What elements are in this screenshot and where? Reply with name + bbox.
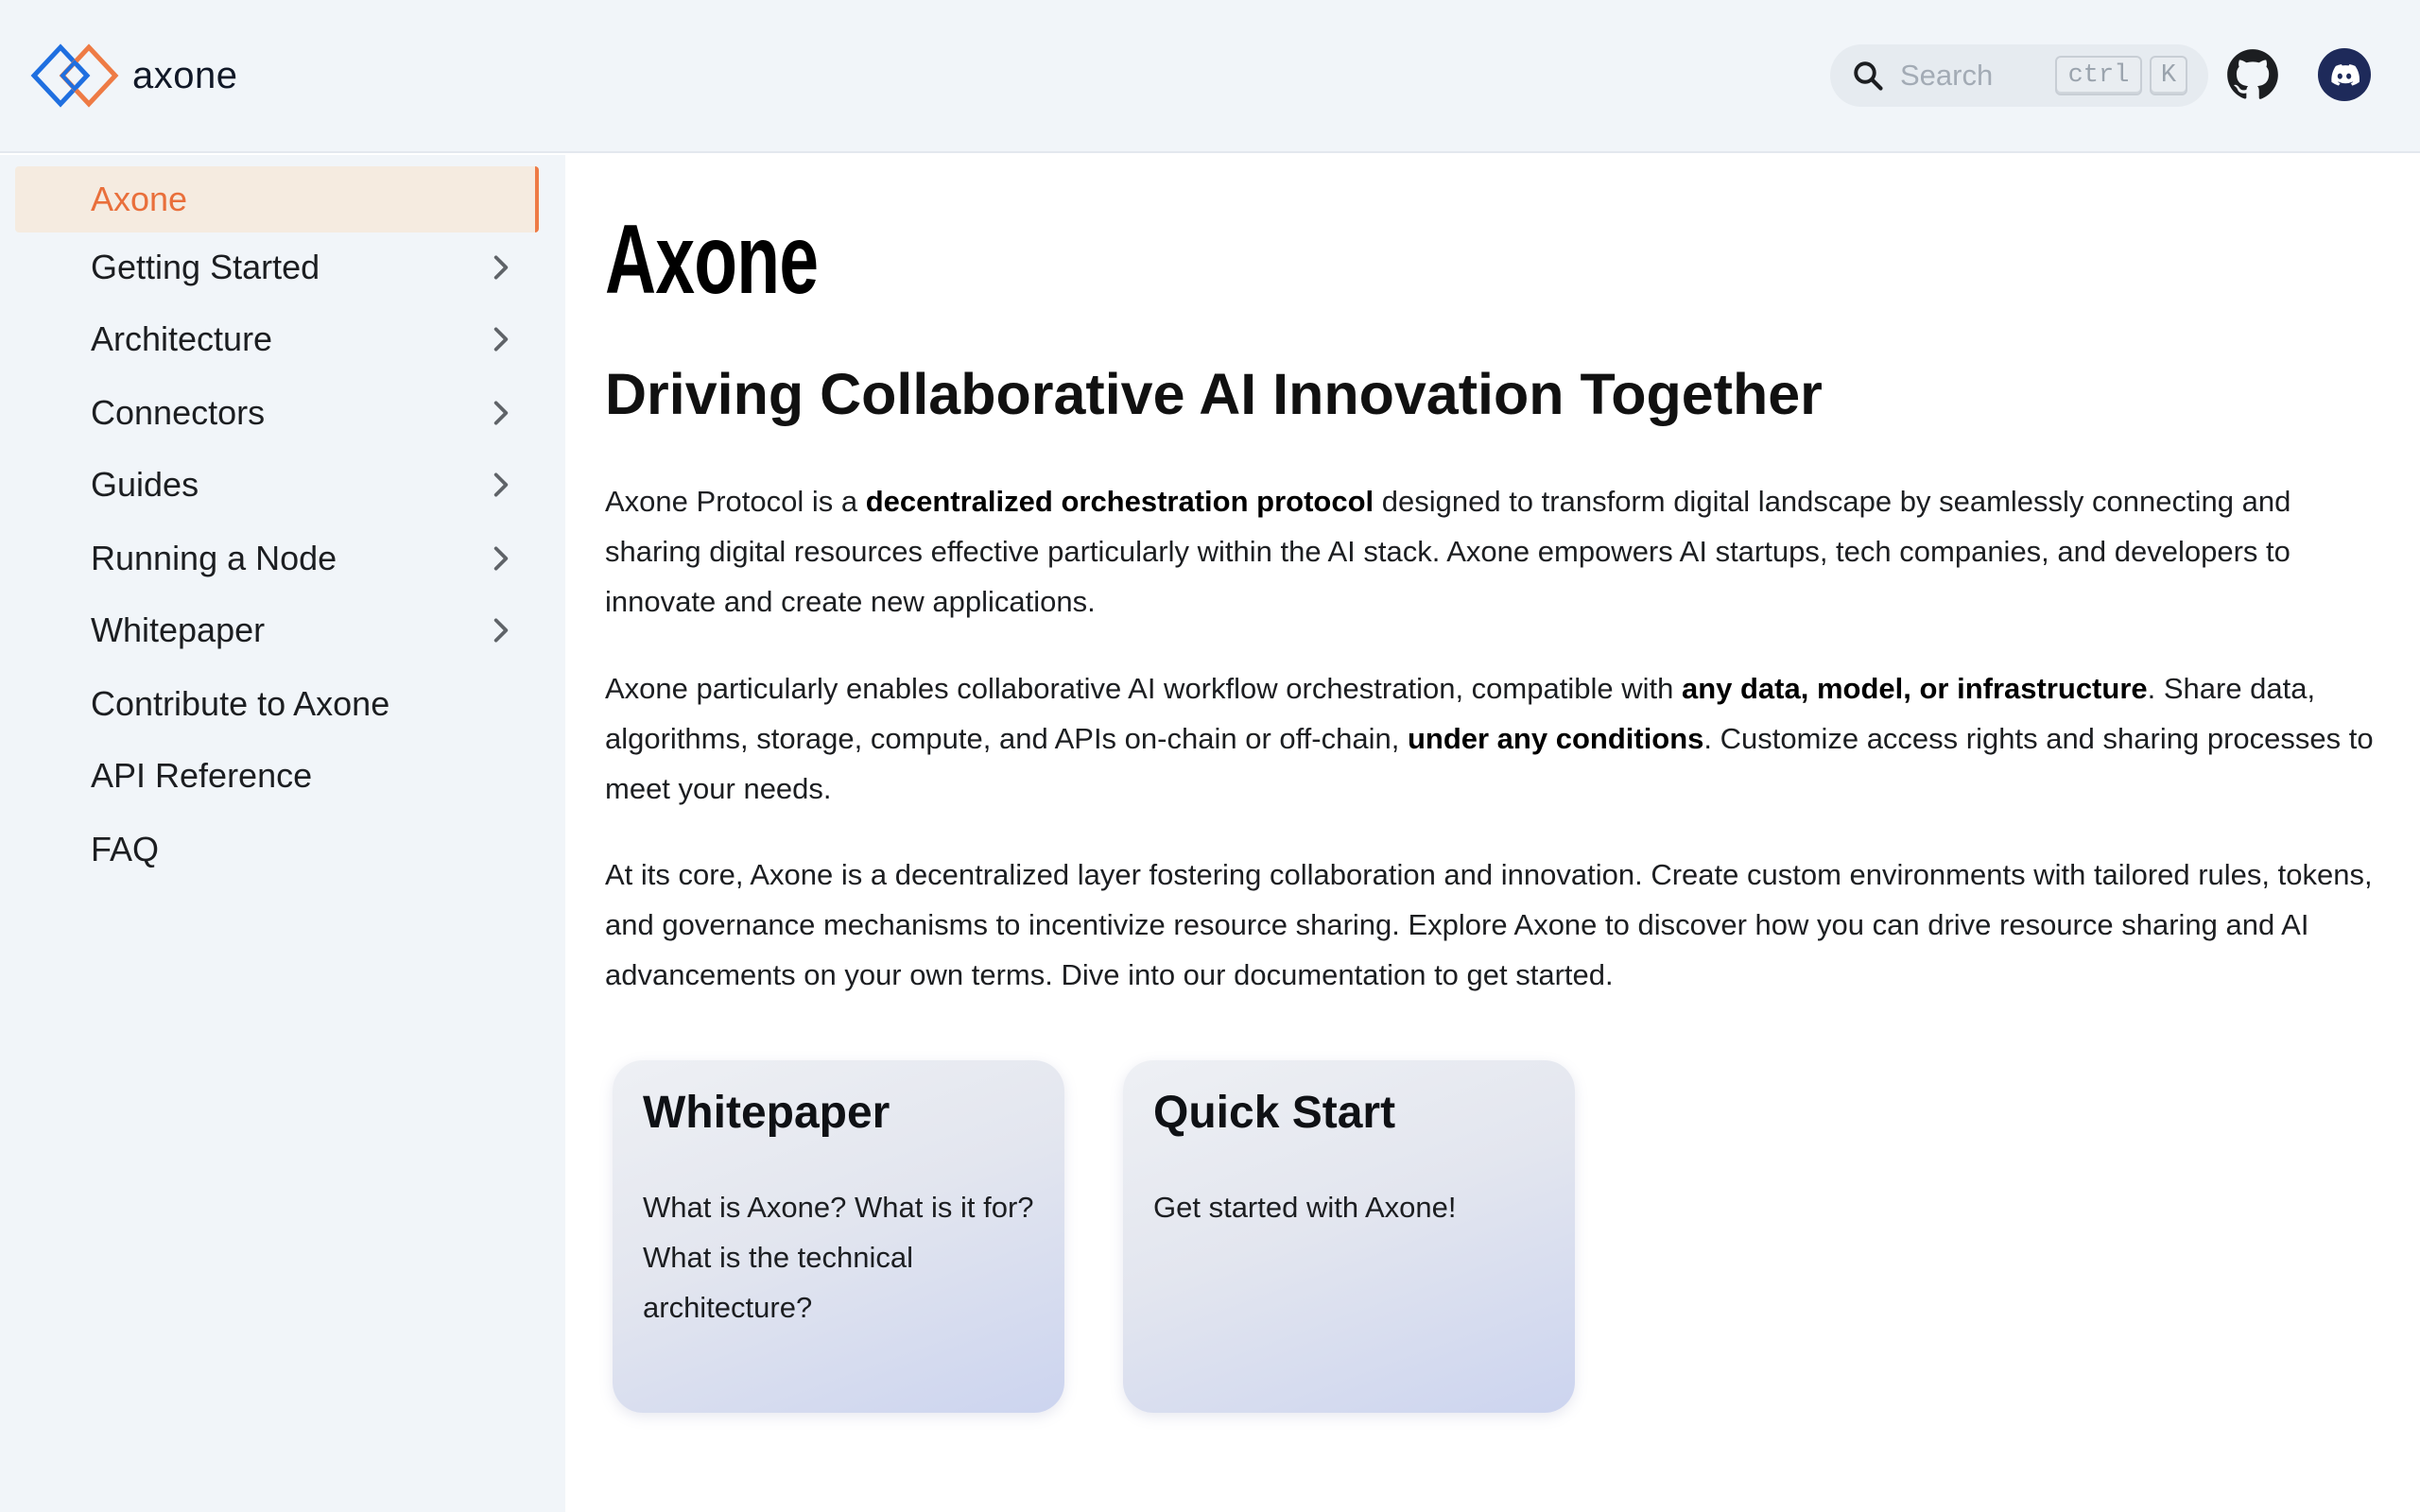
sidebar-item-label: FAQ	[91, 830, 160, 868]
chevron-right-icon[interactable]	[486, 615, 516, 645]
shortcut-k-key: K	[2150, 56, 2187, 95]
github-icon[interactable]	[2226, 48, 2279, 101]
search-icon	[1851, 59, 1885, 93]
sidebar-item-contribute[interactable]	[15, 671, 539, 737]
sidebar-item-label: Axone	[91, 180, 188, 218]
chevron-right-icon[interactable]	[486, 543, 516, 574]
chevron-right-icon[interactable]	[486, 252, 516, 283]
emphasis-text: decentralized orchestration protocol	[865, 485, 1374, 518]
search-input[interactable]	[1900, 59, 2042, 93]
sidebar-item-label: Contribute to Axone	[91, 684, 390, 723]
sidebar-item-getting-started[interactable]	[15, 234, 539, 301]
axone-logo-icon	[30, 42, 119, 110]
sidebar-item-axone[interactable]	[15, 166, 539, 232]
main-content	[567, 155, 2420, 1512]
emphasis-text: under any conditions	[1407, 722, 1704, 755]
brand-logo-link[interactable]	[30, 42, 237, 110]
shortcut-ctrl-key: ctrl	[2055, 56, 2142, 95]
sidebar-item-api-reference[interactable]	[15, 743, 539, 809]
sidebar-item-architecture[interactable]	[15, 306, 539, 372]
sidebar-item-faq[interactable]	[15, 816, 539, 883]
intro-paragraph: Axone Protocol is a decentralized orchestration protocol designed to transform digital landscape by seamlessly connecting and sharing digital resources effective particularly within the AI stack. Axone empowers AI startups, tech companies, and developers to innovate and create new applications.	[605, 485, 2291, 618]
core-paragraph: At its core, Axone is a decentralized layer fostering collaboration and innovation. Create custom environments with tailored rules, tokens, and governance mechanisms to incentivize resource sharing. Explore Axone to discover how you can drive resource sharing and AI advancements on your own terms. Dive into our documentation to get started.	[605, 858, 2373, 991]
sidebar-item-label: Getting Started	[91, 248, 320, 286]
sidebar-item-whitepaper[interactable]	[15, 597, 539, 663]
chevron-right-icon[interactable]	[486, 470, 516, 500]
sidebar-item-connectors[interactable]	[15, 380, 539, 446]
sidebar-item-guides[interactable]	[15, 452, 539, 518]
features-paragraph: Axone particularly enables collaborative AI workflow orchestration, compatible with any data, model, or infrastructure. Share data, algorithms, storage, compute, and APIs on-chain or off-chain, under any conditions. Customize access rights and sharing processes to meet your needs.	[605, 672, 2374, 805]
sidebar-item-running-a-node[interactable]	[15, 525, 539, 592]
emphasis-text: any data, model, or infrastructure	[1681, 672, 2148, 705]
quick-start-card[interactable]	[1123, 1060, 1575, 1413]
card-title: Whitepaper	[643, 1088, 890, 1138]
sidebar-item-label: API Reference	[91, 756, 313, 795]
card-description: Get started with Axone!	[1153, 1191, 1457, 1224]
sidebar-item-label: Running a Node	[91, 539, 337, 577]
search-box[interactable]	[1830, 44, 2208, 107]
sidebar	[0, 155, 565, 1512]
whitepaper-card[interactable]	[613, 1060, 1064, 1413]
page-subtitle: Driving Collaborative AI Innovation Together	[605, 362, 1823, 426]
page-title: Axone	[605, 205, 819, 315]
chevron-right-icon[interactable]	[486, 324, 516, 354]
top-navbar	[0, 0, 2420, 153]
card-title: Quick Start	[1153, 1088, 1396, 1138]
sidebar-item-label: Whitepaper	[91, 610, 266, 649]
brand-name: axone	[132, 54, 238, 96]
sidebar-item-label: Architecture	[91, 319, 273, 358]
sidebar-item-label: Connectors	[91, 393, 266, 432]
sidebar-item-label: Guides	[91, 465, 199, 504]
chevron-right-icon[interactable]	[486, 398, 516, 428]
card-description: What is Axone? What is it for? What is the technical architecture?	[643, 1191, 1034, 1324]
discord-icon[interactable]	[2318, 48, 2371, 101]
